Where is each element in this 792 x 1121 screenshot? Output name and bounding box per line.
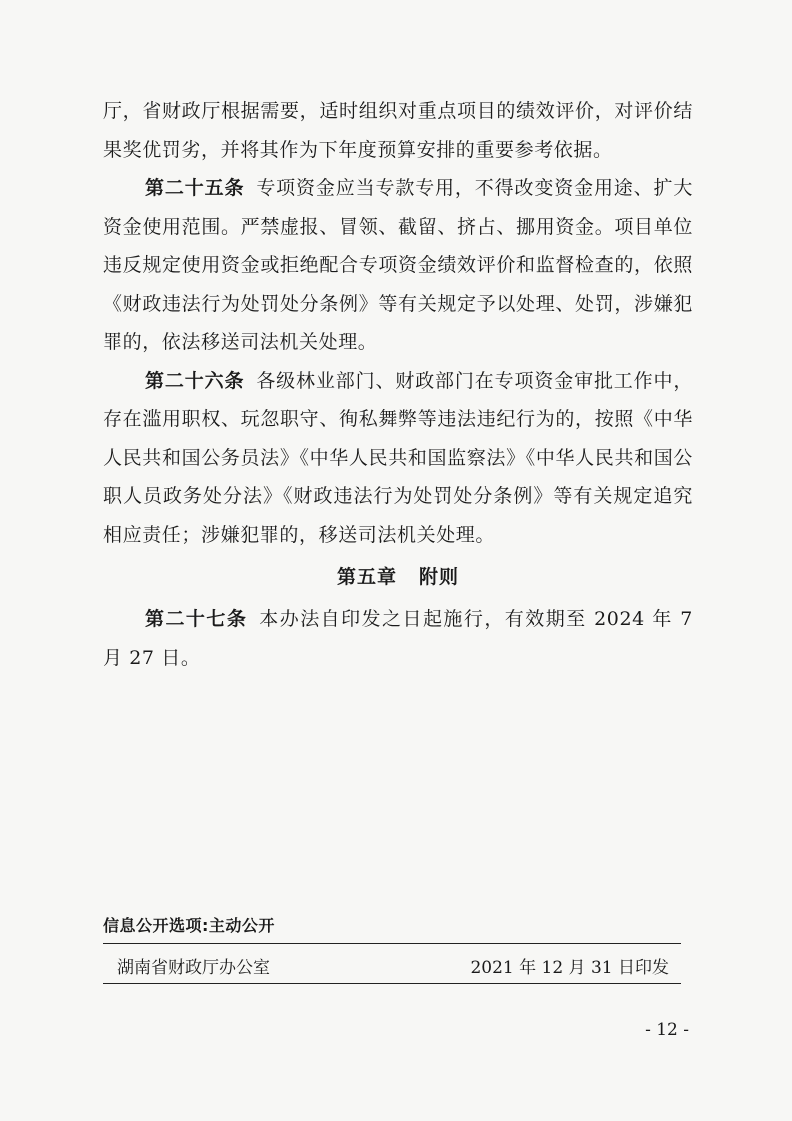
article-27-text: 本办法自印发之日起施行，有效期至 2024 年 7 月 27 日。 — [103, 608, 693, 669]
page-number: - 12 - — [645, 1020, 689, 1040]
article-25-text: 专项资金应当专款专用，不得改变资金用途、扩大资金使用范围。严禁虚报、冒领、截留、挤占、挪用资金。项目单位违反规定使用资金或拒绝配合专项资金绩效评价和监督检查的，依照《财政违法行为处罚处分条例》等有关规定予以处理、处罚，涉嫌犯罪的，依法移送司法机关处理。 — [103, 177, 693, 353]
article-27 — [103, 600, 693, 677]
footer-bottom-rule — [103, 983, 681, 984]
chapter-number: 第五章 — [336, 566, 397, 588]
disclosure-option: 信息公开选项:主动公开 — [103, 916, 275, 935]
article-27-title: 第二十七条 — [145, 608, 248, 630]
chapter-heading — [103, 558, 693, 596]
document-body — [103, 92, 693, 677]
article-26-text: 各级林业部门、财政部门在专项资金审批工作中，存在滥用职权、玩忽职守、徇私舞弊等违法违纪行为的，按照《中华人民共和国公务员法》《中华人民共和国监察法》《中华人民共和国公职人员政务处分法》《财政违法行为处罚处分条例》等有关规定追究相应责任；涉嫌犯罪的，移送司法机关处理。 — [103, 369, 693, 546]
article-26-title: 第二十六条 — [145, 369, 245, 392]
issuer-name: 湖南省财政厅办公室 — [117, 958, 270, 978]
paragraph-continuation: 厅，省财政厅根据需要，适时组织对重点项目的绩效评价，对评价结果奖优罚劣，并将其作为下年度预算安排的重要参考依据。 — [103, 100, 693, 161]
article-25-title: 第二十五条 — [145, 177, 245, 199]
article-26 — [103, 362, 693, 555]
issue-date: 2021 年 12 月 31 日印发 — [470, 958, 669, 978]
issuer-row — [103, 953, 681, 978]
article-25 — [103, 169, 693, 362]
footer-top-rule — [103, 943, 681, 944]
chapter-name: 附则 — [419, 566, 460, 588]
